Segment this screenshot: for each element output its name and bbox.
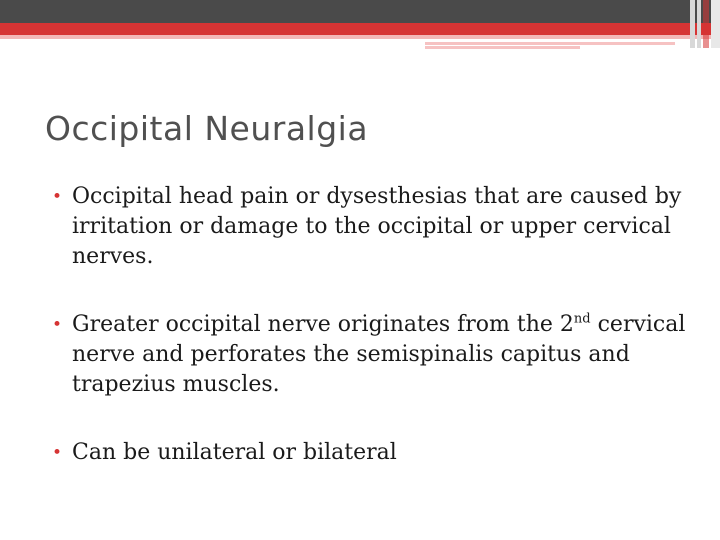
bullet-marker: • [52, 315, 63, 335]
header-accent-strip [425, 46, 580, 49]
bullet-text-part: cervical nerve and perforates the semispinalis capitus and trapezius muscles. [72, 312, 686, 397]
header-band-pink [0, 35, 720, 39]
header-vertical-stripe [690, 0, 695, 48]
header-vertical-stripe [703, 0, 709, 48]
bullet-marker: • [52, 187, 63, 207]
bullet-item [52, 310, 692, 400]
ordinal-superscript: nd [573, 311, 591, 327]
bullet-text: Can be unilateral or bilateral [72, 440, 397, 465]
bullet-text: Occipital head pain or dysesthesias that are caused by irritation or damage to the occipital or upper cervical nerves. [72, 184, 682, 269]
header-accent-strip [425, 42, 675, 45]
bullet-item [52, 182, 692, 272]
bullet-item [52, 438, 692, 468]
header-vertical-stripe [697, 0, 701, 48]
slide-title: Occipital Neuralgia [45, 109, 369, 148]
bullet-text-part: Greater occipital nerve originates from the 2 [72, 312, 574, 337]
header-band-dark [0, 0, 720, 23]
header-vertical-stripe [711, 0, 720, 48]
bullet-marker: • [52, 443, 63, 463]
header-band-red [0, 23, 720, 35]
bullet-text [72, 310, 692, 400]
bullet-list [52, 182, 692, 468]
